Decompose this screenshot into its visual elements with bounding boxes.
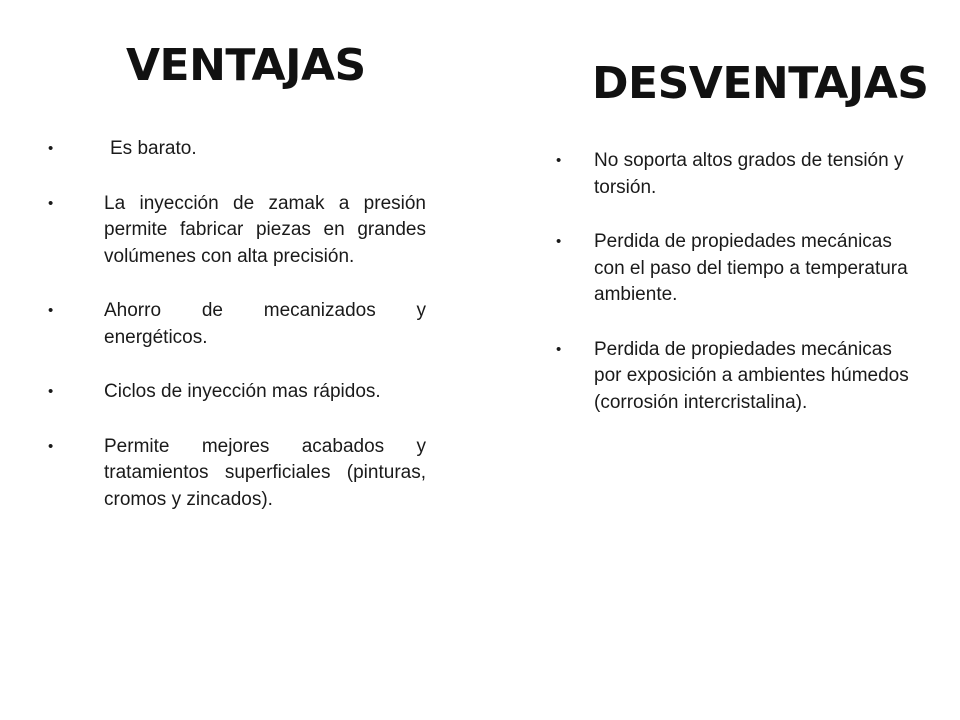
- list-item-text: Permite mejores acabados y tratamientos superficiales (pinturas, cromos y zincados).: [104, 435, 426, 510]
- bullet-icon: •: [556, 340, 562, 358]
- bullet-icon: •: [48, 302, 54, 319]
- list-item-text: Ciclos de inyección mas rápidos.: [104, 381, 381, 402]
- bullet-icon: •: [48, 140, 54, 157]
- list-item-text: Ahorro de mecanizados y energéticos.: [104, 300, 426, 348]
- ventajas-list: [48, 136, 426, 541]
- bullet-icon: •: [556, 152, 562, 169]
- list-item: [556, 229, 920, 309]
- list-item: [48, 434, 426, 514]
- list-item: [48, 298, 426, 351]
- bullet-icon: •: [48, 194, 54, 212]
- list-item: [48, 379, 426, 406]
- list-item: [48, 136, 426, 163]
- list-item-text: Perdida de propiedades mecánicas con el paso del tiempo a temperatura ambiente.: [594, 231, 908, 305]
- bullet-icon: •: [48, 383, 54, 400]
- list-item: [556, 337, 920, 417]
- bullet-icon: •: [556, 233, 562, 250]
- list-item-text: Perdida de propiedades mecánicas por exposición a ambientes húmedos (corrosión intercristalina).: [594, 338, 909, 413]
- list-item-text: No soporta altos grados de tensión y torsión.: [594, 150, 904, 198]
- desventajas-heading: DESVENTAJAS: [592, 58, 929, 109]
- bullet-icon: •: [48, 437, 54, 455]
- ventajas-heading: VENTAJAS: [126, 40, 366, 91]
- list-item-text: La inyección de zamak a presión permite fabricar piezas en grandes volúmenes con alta precisión.: [104, 192, 426, 267]
- list-item: [556, 148, 920, 201]
- list-item-text: Es barato.: [110, 138, 197, 159]
- desventajas-list: [556, 148, 920, 444]
- list-item: [48, 191, 426, 271]
